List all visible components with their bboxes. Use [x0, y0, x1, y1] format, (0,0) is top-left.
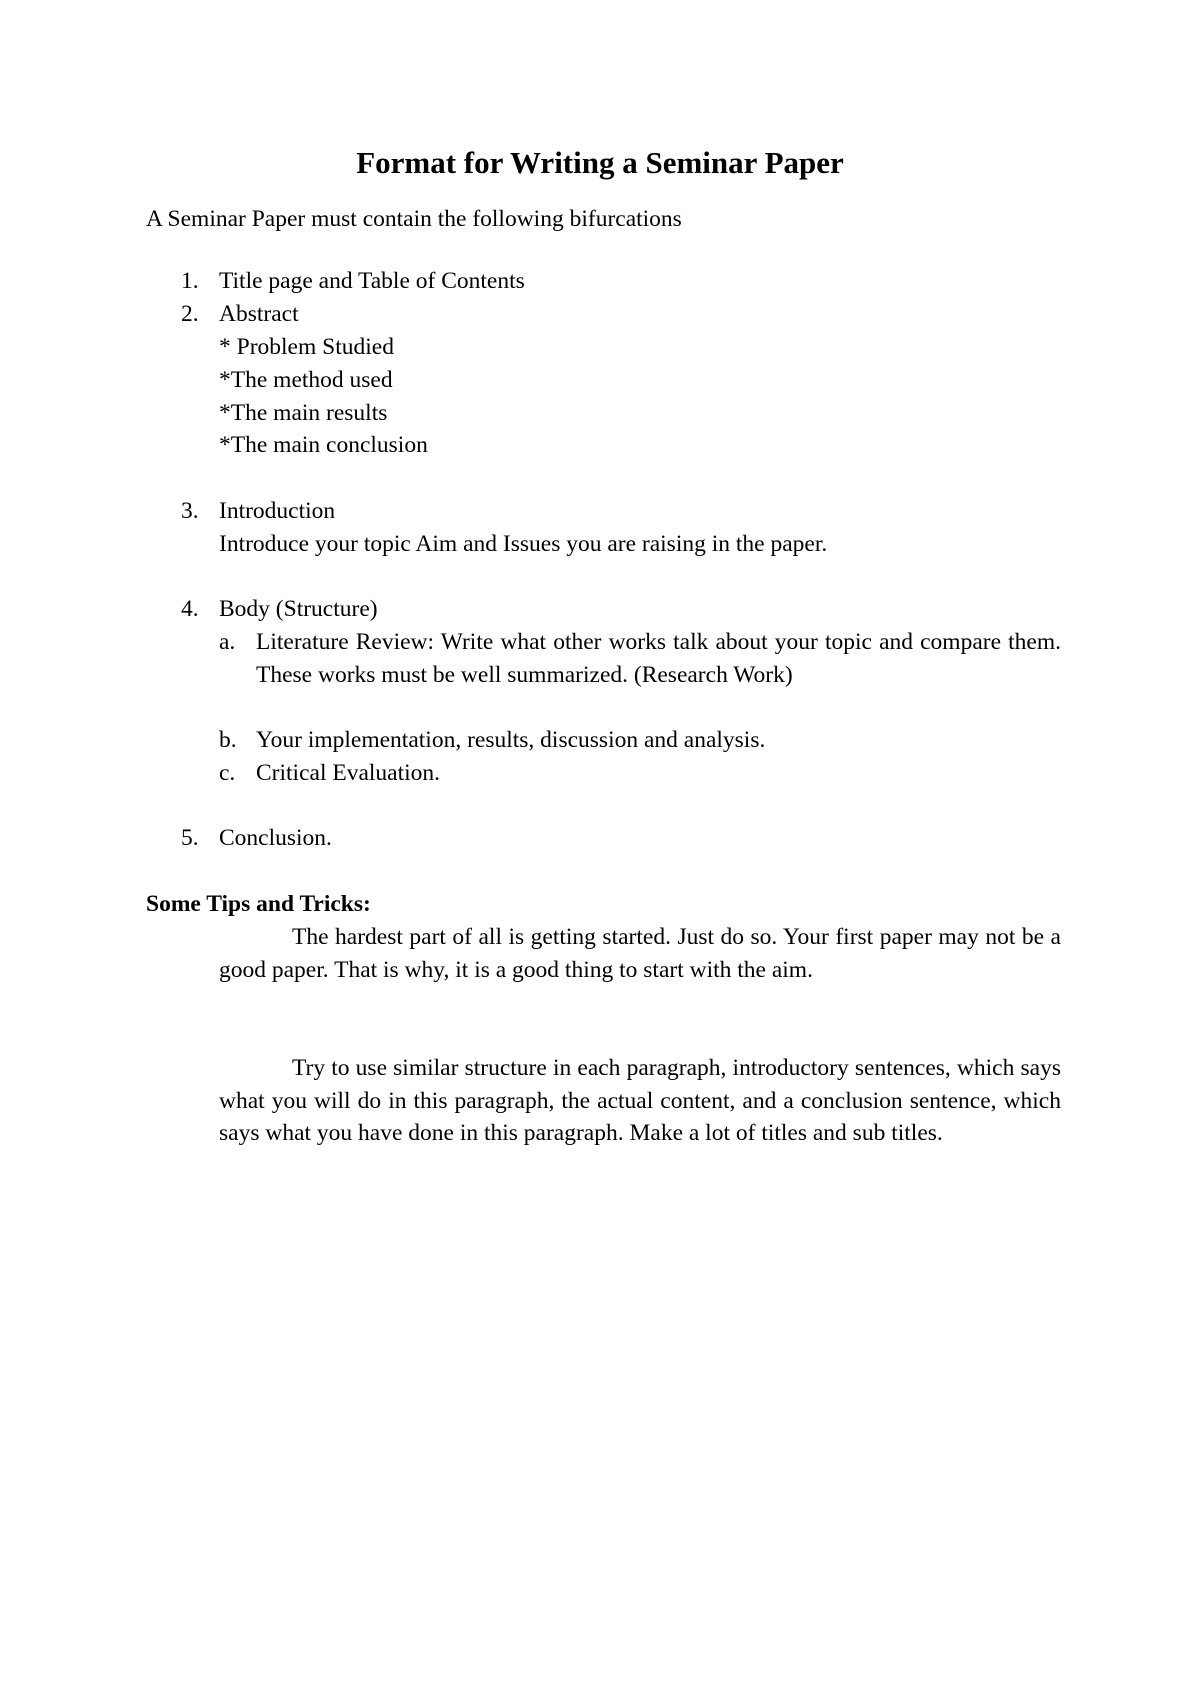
sub-item-letter: b.: [219, 727, 237, 753]
list-item-label: Introduction: [219, 498, 336, 524]
list-item-label: Conclusion.: [219, 825, 332, 851]
abstract-point: *The main conclusion: [219, 432, 428, 458]
abstract-point: * Problem Studied: [219, 334, 394, 360]
sub-item-letter: c.: [219, 760, 236, 786]
sub-item-text: Your implementation, results, discussion and analysis.: [256, 727, 766, 753]
abstract-point: *The method used: [219, 367, 393, 393]
list-item-label: Title page and Table of Contents: [219, 268, 525, 294]
sub-item-letter: a.: [219, 629, 236, 655]
list-item-number: 3.: [181, 498, 199, 524]
list-item-label: Body (Structure): [219, 596, 378, 622]
abstract-point: *The main results: [219, 400, 388, 426]
list-item-label: Abstract: [219, 301, 299, 327]
list-item-number: 5.: [181, 825, 199, 851]
sub-item-text: Literature Review: Write what other works talk about your topic and compare them. These works must be well summarized. (Research Work): [256, 629, 1061, 688]
list-item-number: 2.: [181, 301, 199, 327]
tips-paragraph: Try to use similar structure in each paragraph, introductory sentences, which says what you will do in this paragraph, the actual content, and a conclusion sentence, which says what you have done in this paragraph. Make a lot of titles and sub titles.: [219, 1055, 1061, 1147]
list-item-number: 1.: [181, 268, 199, 294]
list-item-number: 4.: [181, 596, 199, 622]
page-title: Format for Writing a Seminar Paper: [356, 145, 844, 180]
tips-paragraph: The hardest part of all is getting started. Just do so. Your first paper may not be a good paper. That is why, it is a good thing to start with the aim.: [219, 924, 1061, 983]
list-item-description: Introduce your topic Aim and Issues you are raising in the paper.: [219, 531, 828, 557]
tips-heading: Some Tips and Tricks:: [146, 891, 371, 917]
intro-text: A Seminar Paper must contain the following bifurcations: [146, 206, 682, 232]
sub-item-text: Critical Evaluation.: [256, 760, 441, 786]
